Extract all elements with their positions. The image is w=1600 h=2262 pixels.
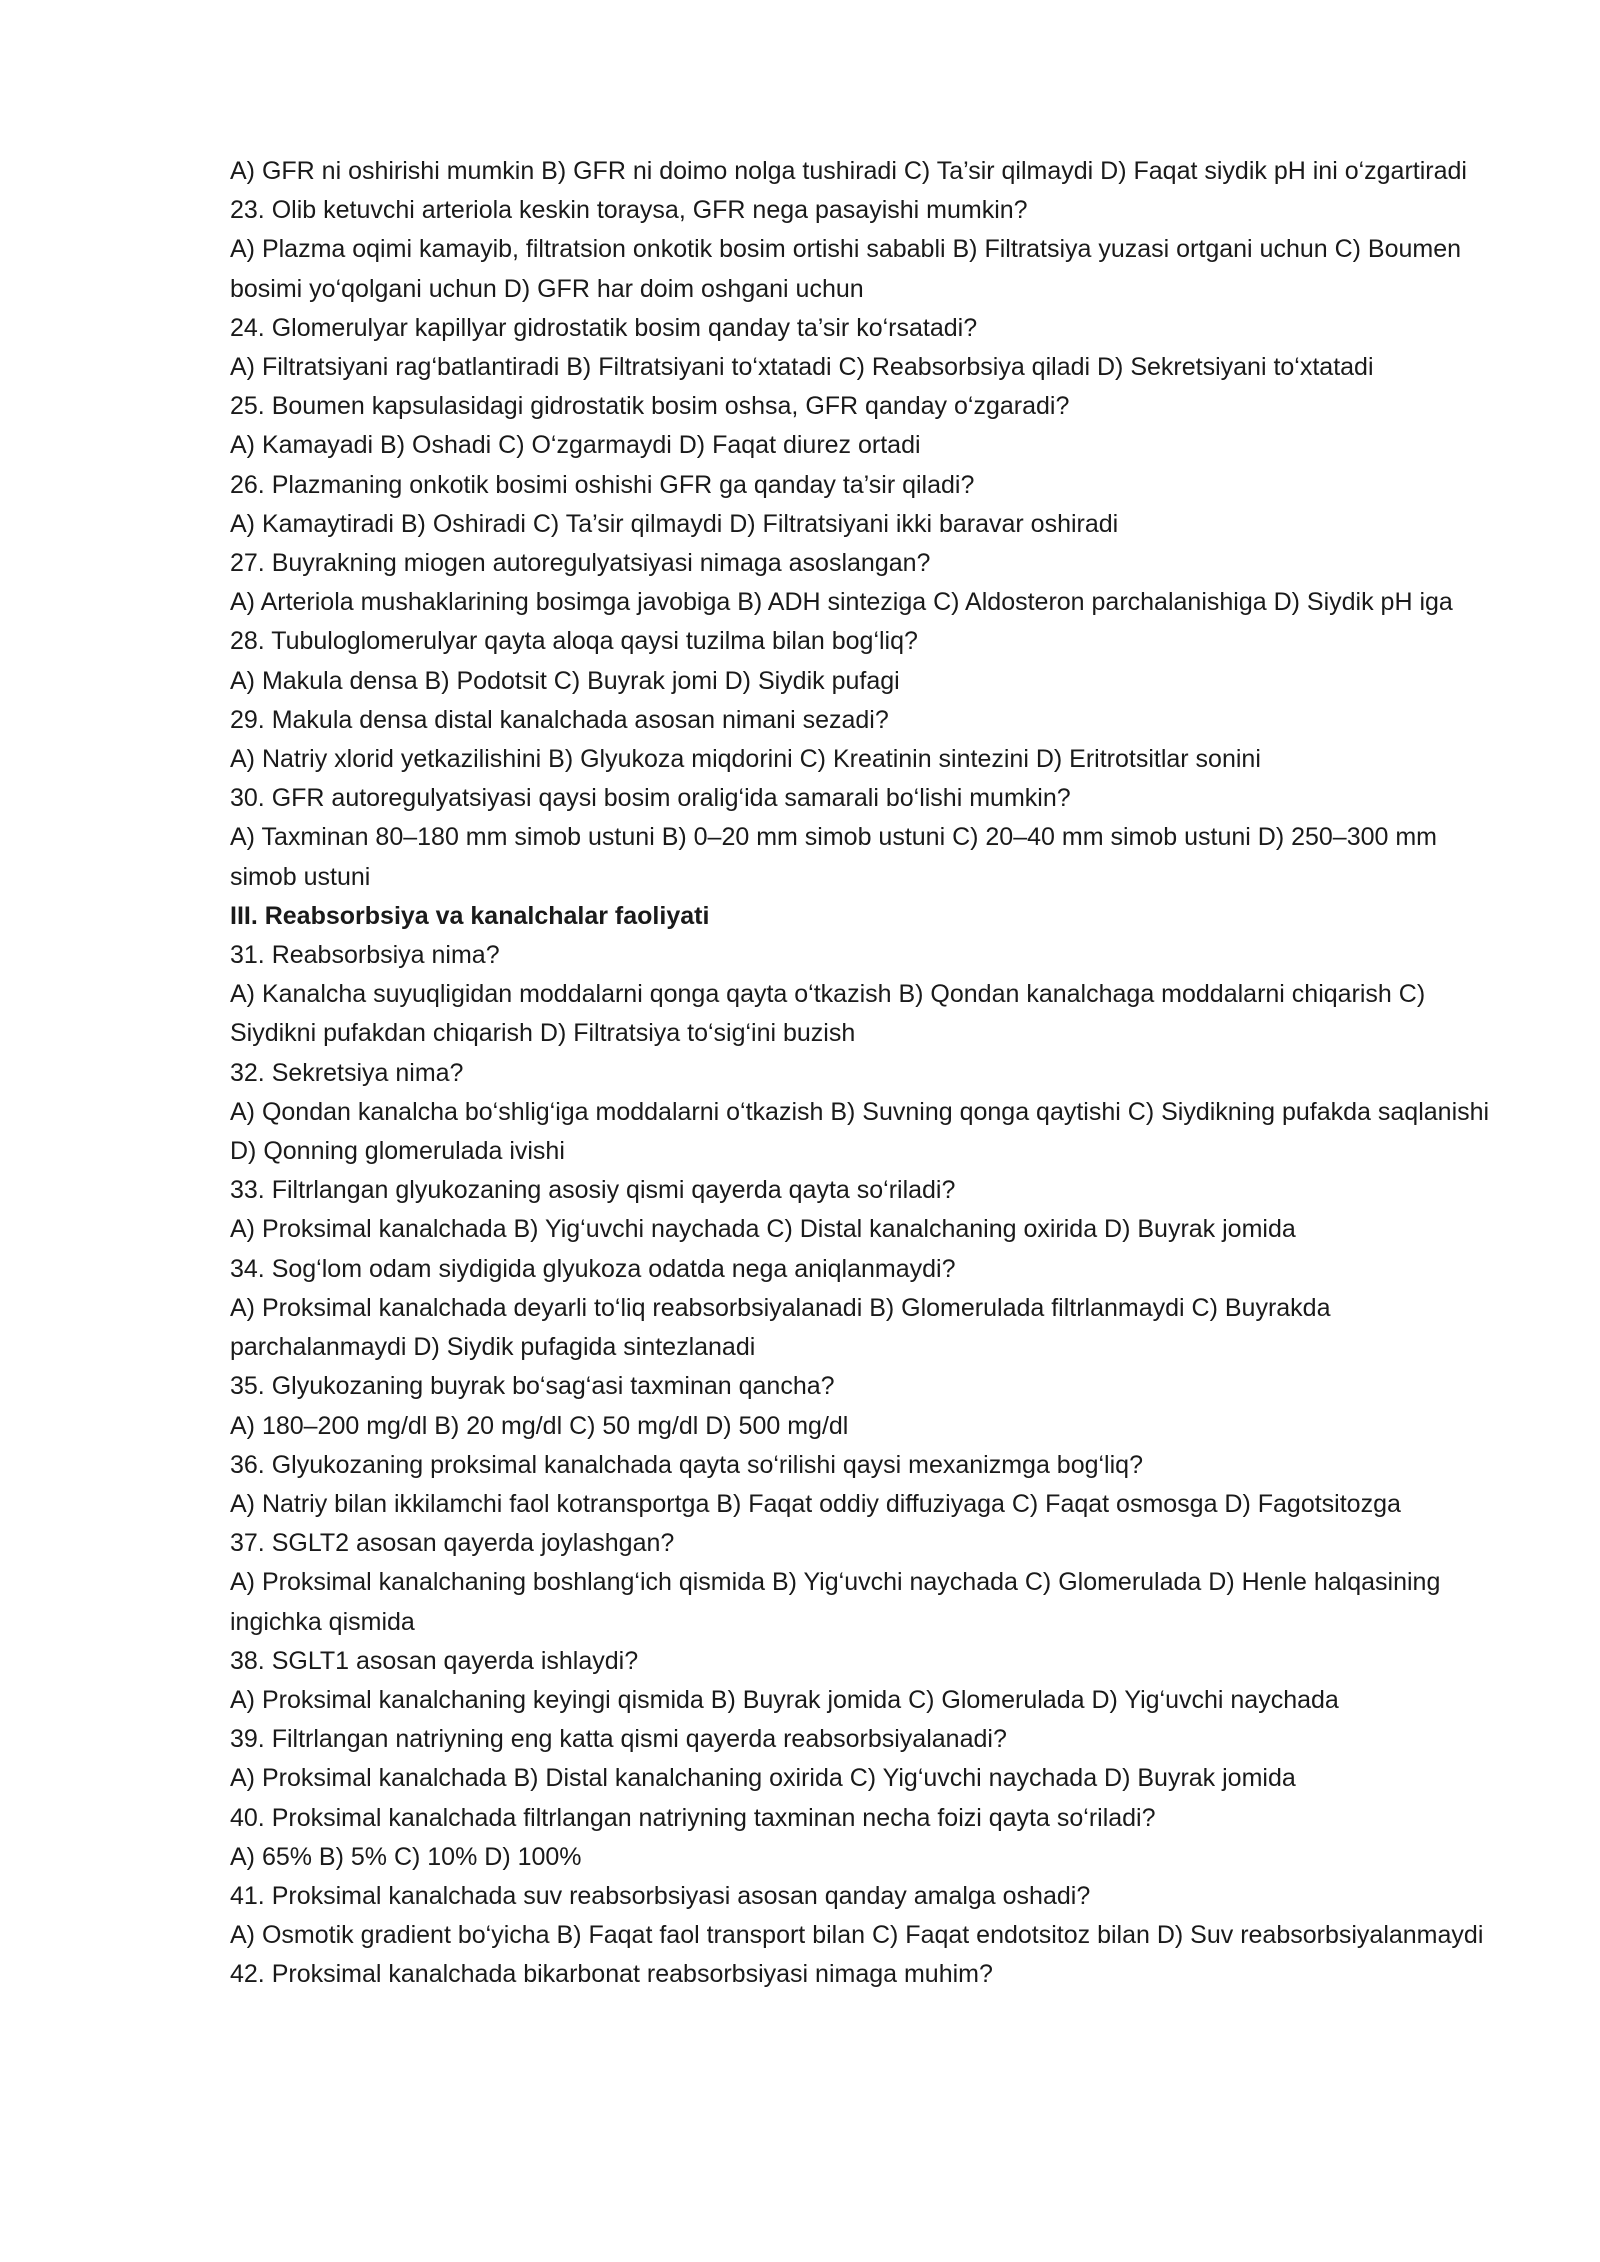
answer-options-22: A) GFR ni oshirishi mumkin B) GFR ni doimo nolga tushiradi C) Ta’sir qilmaydi D) Faqat siydik pH ini o‘zgartiradi [230,157,1467,185]
answer-options-40: A) 65% B) 5% C) 10% D) 100% [230,1842,582,1871]
answer-options-38: A) Proksimal kanalchaning keyingi qismida B) Buyrak jomida C) Glomerulada D) Yig‘uvchi naychada [230,1685,1339,1714]
section-heading: III. Reabsorbsiya va kanalchalar faoliyati [230,901,710,930]
question-30: 30. GFR autoregulyatsiyasi qaysi bosim oralig‘ida samarali bo‘lishi mumkin? [230,784,1071,813]
answer-options-37: A) Proksimal kanalchaning boshlang‘ich qismida B) Yig‘uvchi naychada C) Glomerulada D) Henle halqasining ingichka qismida [230,1568,1441,1636]
answer-options-30: A) Taxminan 80–180 mm simob ustuni B) 0–20 mm simob ustuni C) 20–40 mm simob ustuni D) 250–300 mm simob ustuni [230,823,1438,891]
document-text [230,152,1500,1995]
answer-options-28: A) Makula densa B) Podotsit C) Buyrak jomi D) Siydik pufagi [230,666,900,695]
question-29: 29. Makula densa distal kanalchada asosan nimani sezadi? [230,705,889,734]
answer-options-24: A) Filtratsiyani rag‘batlantiradi B) Filtratsiyani to‘xtatadi C) Reabsorbsiya qiladi D) Sekretsiyani to‘xtatadi [230,353,1374,382]
answer-options-31: A) Kanalcha suyuqligidan moddalarni qonga qayta o‘tkazish B) Qondan kanalchaga moddalarni chiqarish C) Siydikni pufakdan chiqarish D) Filtratsiya to‘sig‘ini buzish [230,980,1426,1048]
answer-options-29: A) Natriy xlorid yetkazilishini B) Glyukoza miqdorini C) Kreatinin sintezini D) Eritrotsitlar sonini [230,745,1261,774]
question-25: 25. Boumen kapsulasidagi gidrostatik bosim oshsa, GFR qanday o‘zgaradi? [230,392,1070,421]
answer-options-25: A) Kamayadi B) Oshadi C) O‘zgarmaydi D) Faqat diurez ortadi [230,431,921,460]
question-38: 38. SGLT1 asosan qayerda ishlaydi? [230,1646,639,1675]
question-39: 39. Filtrlangan natriyning eng katta qismi qayerda reabsorbsiyalanadi? [230,1725,1007,1754]
question-41: 41. Proksimal kanalchada suv reabsorbsiyasi asosan qanday amalga oshadi? [230,1881,1091,1910]
question-23: 23. Olib ketuvchi arteriola keskin toraysa, GFR nega pasayishi mumkin? [230,196,1028,225]
answer-options-39: A) Proksimal kanalchada B) Distal kanalchaning oxirida C) Yig‘uvchi naychada D) Buyrak jomida [230,1764,1296,1793]
question-32: 32. Sekretsiya nima? [230,1058,464,1087]
question-27: 27. Buyrakning miogen autoregulyatsiyasi nimaga asoslangan? [230,549,931,578]
question-34: 34. Sog‘lom odam siydigida glyukoza odatda nega aniqlanmaydi? [230,1254,956,1283]
question-33: 33. Filtrlangan glyukozaning asosiy qismi qayerda qayta so‘riladi? [230,1176,956,1205]
question-31: 31. Reabsorbsiya nima? [230,941,500,970]
question-26: 26. Plazmaning onkotik bosimi oshishi GFR ga qanday ta’sir qiladi? [230,470,975,499]
answer-options-35: A) 180–200 mg/dl B) 20 mg/dl C) 50 mg/dl D) 500 mg/dl [230,1411,849,1440]
answer-options-36: A) Natriy bilan ikkilamchi faol kotransportga B) Faqat oddiy diffuziyaga C) Faqat osmosga D) Fagotsitozga [230,1489,1401,1518]
question-35: 35. Glyukozaning buyrak bo‘sag‘asi taxminan qancha? [230,1372,835,1401]
answer-options-33: A) Proksimal kanalchada B) Yig‘uvchi naychada C) Distal kanalchaning oxirida D) Buyrak jomida [230,1215,1296,1244]
answer-options-26: A) Kamaytiradi B) Oshiradi C) Ta’sir qilmaydi D) Filtratsiyani ikki baravar oshiradi [230,509,1119,538]
question-36: 36. Glyukozaning proksimal kanalchada qayta so‘rilishi qaysi mexanizmga bog‘liq? [230,1450,1143,1479]
question-40: 40. Proksimal kanalchada filtrlangan natriyning taxminan necha foizi qayta so‘riladi? [230,1803,1156,1832]
question-24: 24. Glomerulyar kapillyar gidrostatik bosim qanday ta’sir ko‘rsatadi? [230,313,978,342]
answer-options-32: A) Qondan kanalcha bo‘shlig‘iga moddalarni o‘tkazish B) Suvning qonga qaytishi C) Siydikning pufakda saqlanishi D) Qonning glomerulada ivishi [230,1097,1490,1166]
answer-options-34: A) Proksimal kanalchada deyarli to‘liq reabsorbsiyalanadi B) Glomerulada filtrlanmaydi C) Buyrakda parchalanmaydi D) Siydik pufagida sintezlanadi [230,1293,1331,1362]
answer-options-23: A) Plazma oqimi kamayib, filtratsion onkotik bosim ortishi sababli B) Filtratsiya yuzasi ortgani uchun C) Boumen bosimi yo‘qolgani uchun D) GFR har doim oshgani uchun [230,235,1462,303]
question-28: 28. Tubuloglomerulyar qayta aloqa qaysi tuzilma bilan bog‘liq? [230,627,918,656]
question-42: 42. Proksimal kanalchada bikarbonat reabsorbsiyasi nimaga muhim? [230,1960,993,1989]
question-37: 37. SGLT2 asosan qayerda joylashgan? [230,1529,675,1558]
answer-options-27: A) Arteriola mushaklarining bosimga javobiga B) ADH sinteziga C) Aldosteron parchalanishiga D) Siydik pH iga [230,588,1453,617]
answer-options-41: A) Osmotik gradient bo‘yicha B) Faqat faol transport bilan C) Faqat endotsitoz bilan D) Suv reabsorbsiyalanmaydi [230,1921,1484,1950]
